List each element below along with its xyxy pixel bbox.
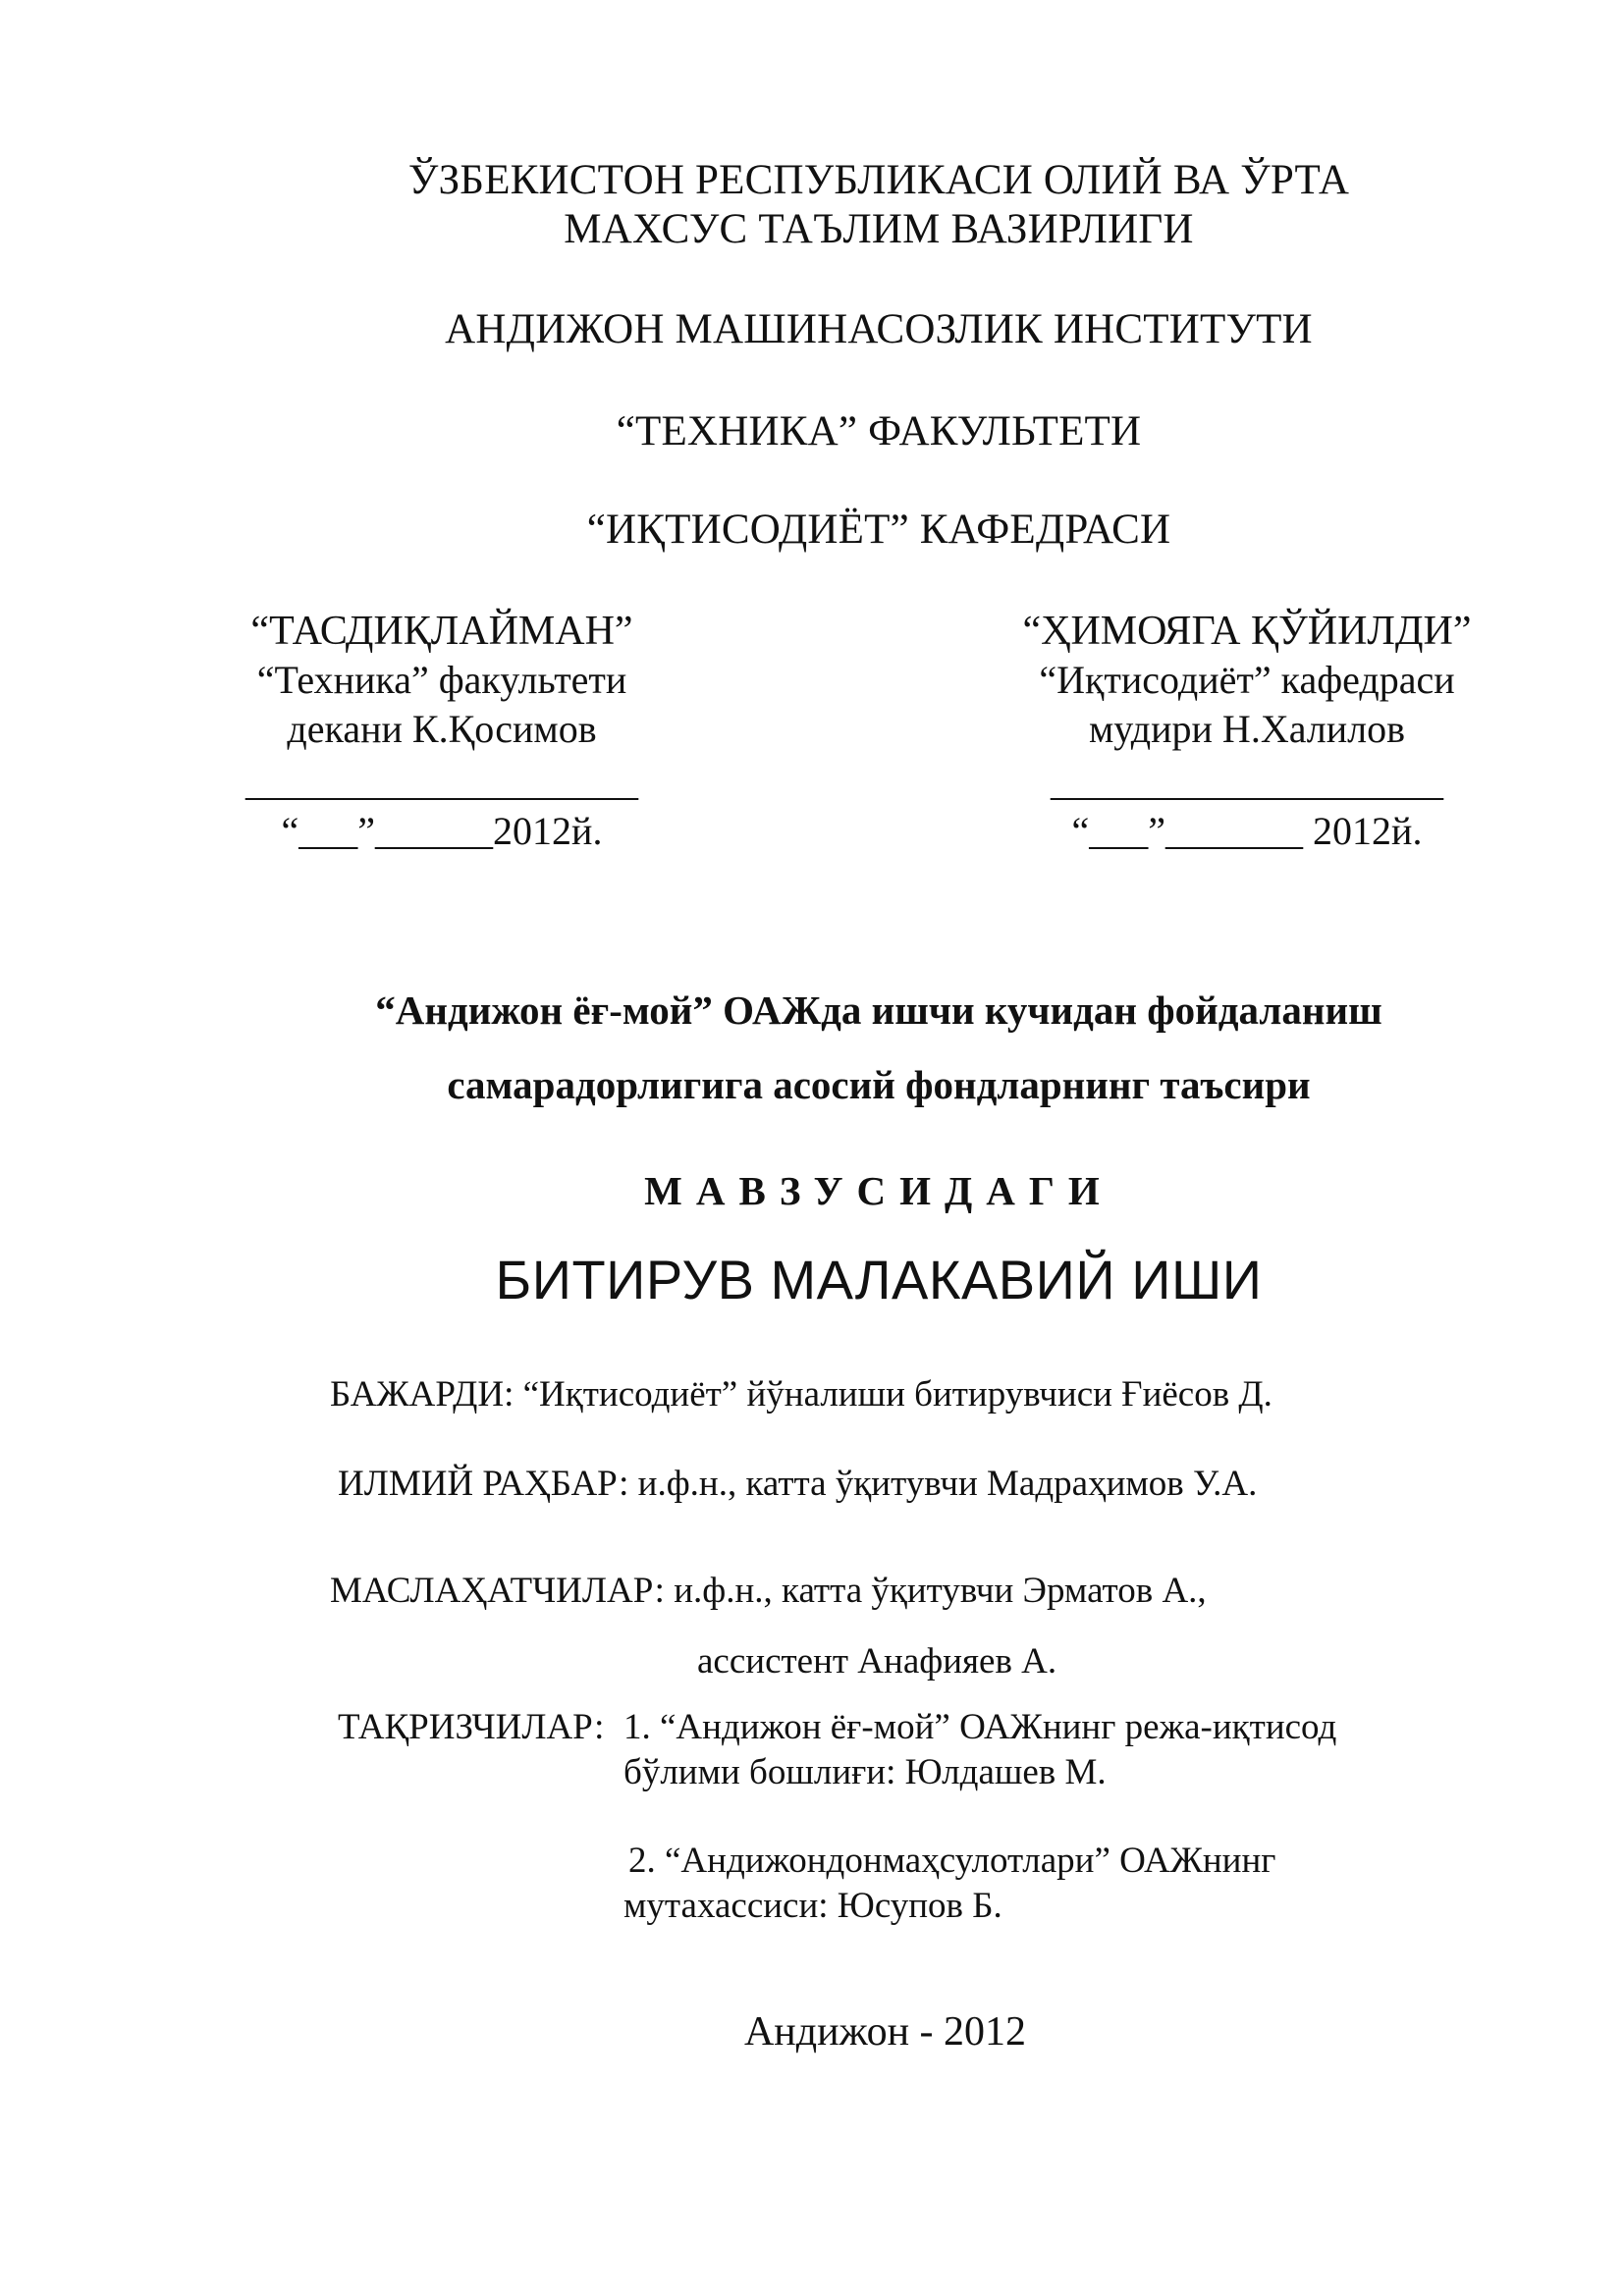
ministry-line-1: ЎЗБЕКИСТОН РЕСПУБЛИКАСИ ОЛИЙ ВА ЎРТА (407, 157, 1350, 203)
reviewer-1-line-2: бўлими бошлиғи: Юлдашев М. (623, 1752, 1107, 1792)
approval-right (1001, 607, 1492, 856)
approval-left-signature-line: ____________________ (245, 760, 638, 804)
approval-left (211, 607, 673, 856)
approval-right-date-line: “___”_______ 2012й. (1071, 809, 1423, 853)
work-type-title: БИТИРУВ МАЛАКАВИЙ ИШИ (495, 1249, 1263, 1310)
approval-left-title: “ТАСДИҚЛАЙМАН” (250, 609, 633, 654)
topic-line-1: “Андижон ёғ-мой” ОАЖда ишчи кучидан фойдаланиш (375, 988, 1382, 1033)
ministry-line-2: МАХСУС ТАЪЛИМ ВАЗИРЛИГИ (564, 206, 1194, 252)
approval-right-signature-line: ____________________ (1051, 760, 1443, 804)
reviewer-1-line-1: 1. “Андижон ёғ-мой” ОАЖнинг режа-иқтисод (623, 1707, 1337, 1747)
department-name: “ИҚТИСОДИЁТ” КАФЕДРАСИ (586, 507, 1171, 553)
subject-word: МАВЗУСИДАГИ (644, 1168, 1113, 1213)
consultants-line-2: ассистент Анафияев А. (697, 1641, 1057, 1682)
reviewer-2-line-2: мутахассиси: Юсупов Б. (623, 1886, 1002, 1926)
approval-left-line-1: “Техника” факультети (256, 658, 627, 702)
supervisor-line: ИЛМИЙ РАҲБАР: и.ф.н., катта ўқитувчи Мадраҳимов У.А. (338, 1464, 1258, 1504)
city-year: Андижон - 2012 (743, 2009, 1027, 2055)
faculty-name: “ТЕХНИКА” ФАКУЛЬТЕТИ (616, 408, 1142, 454)
approval-right-line-1: “Иқтисодиёт” кафедраси (1039, 658, 1455, 702)
reviewer-2-line-1: 2. “Андижондонмаҳсулотлари” ОАЖнинг (628, 1841, 1276, 1881)
approval-right-title: “ҲИМОЯГА ҚЎЙИЛДИ” (1022, 609, 1472, 654)
topic-line-2: самарадорлигига асосий фондларнинг таъсири (447, 1062, 1311, 1107)
consultants-line-1: МАСЛАҲАТЧИЛАР: и.ф.н., катта ўқитувчи Эрматов А., (330, 1571, 1207, 1611)
approval-left-line-2: декани К.Қосимов (287, 707, 597, 751)
reviewers-label: ТАҚРИЗЧИЛАР: (338, 1707, 605, 1747)
performer-line: БАЖАРДИ: “Иқтисодиёт” йўналиши битирувчиси Ғиёсов Д. (330, 1374, 1272, 1415)
approval-right-line-2: мудири Н.Халилов (1088, 707, 1406, 751)
approval-left-date-line: “___”______2012й. (281, 809, 603, 853)
institute-name: АНДИЖОН МАШИНАСОЗЛИК ИНСТИТУТИ (445, 306, 1313, 352)
